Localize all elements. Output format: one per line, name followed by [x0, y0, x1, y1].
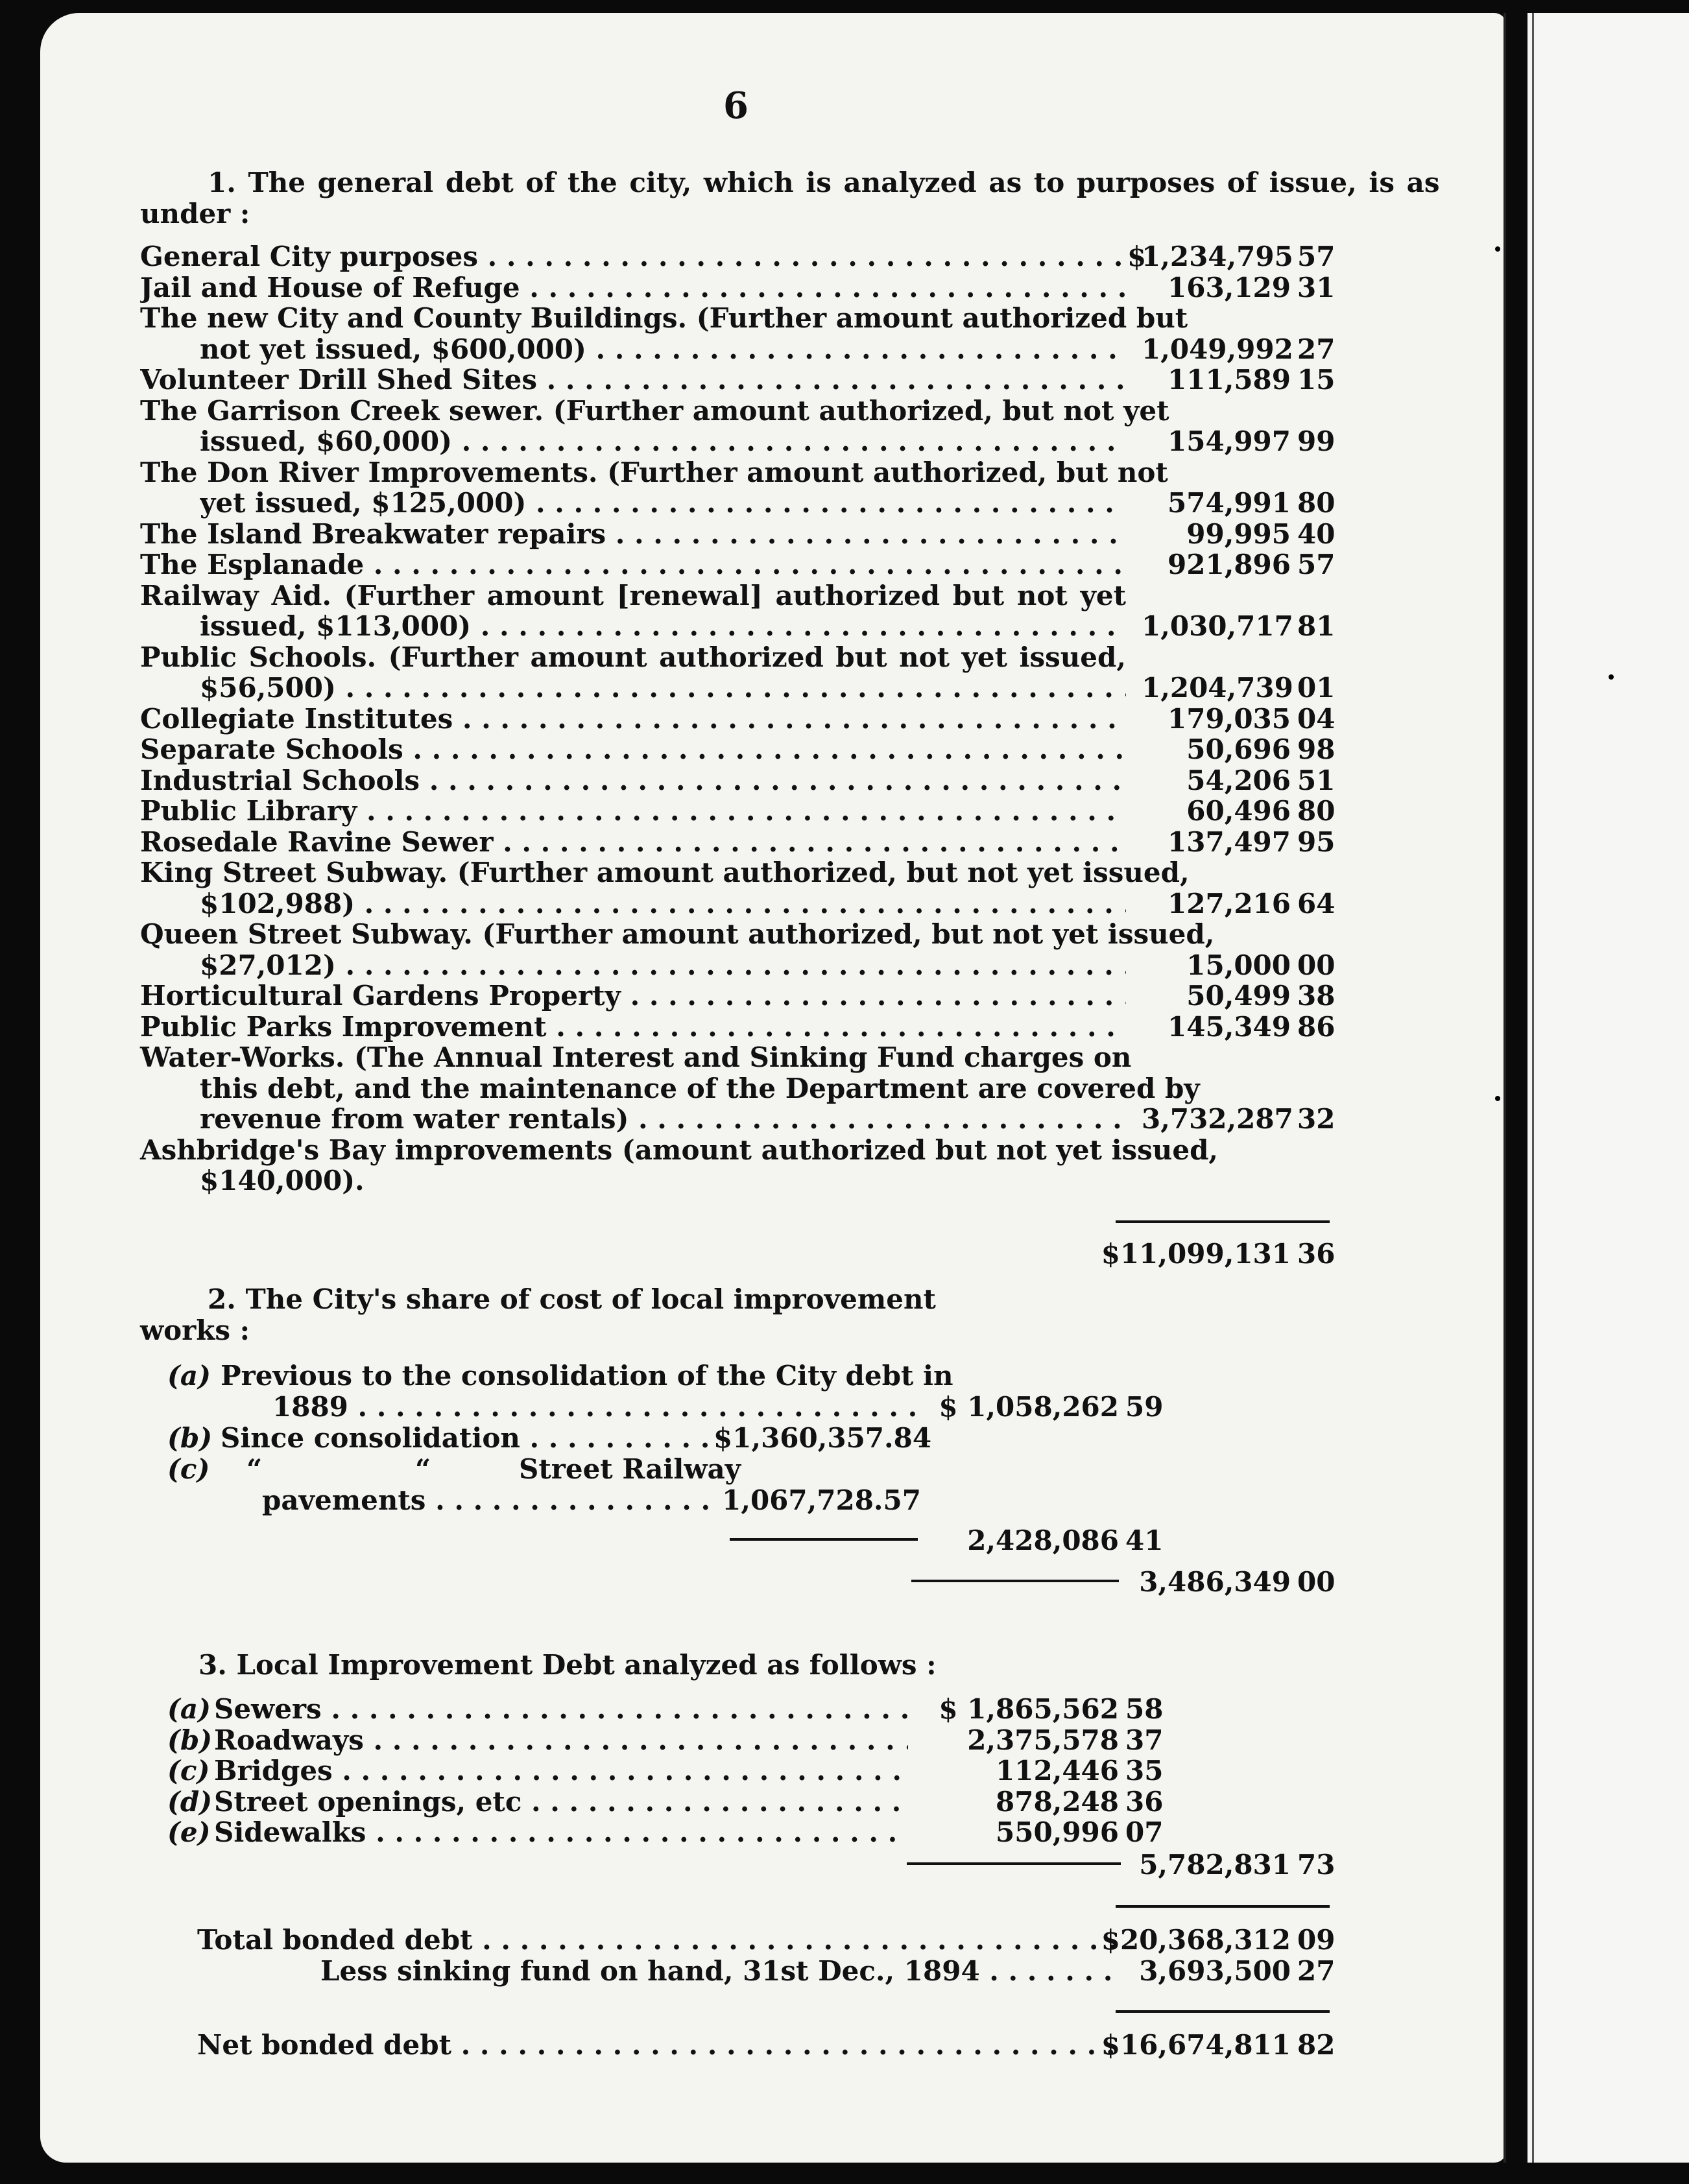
- debt-item-line: Rosedale Ravine Sewer . . .: [140, 827, 1126, 858]
- scan-speck: [1495, 1096, 1500, 1101]
- total-bonded-debt-line: Total bonded debt . . .: [197, 1925, 1118, 1956]
- debt-item-cents: 15: [1297, 364, 1336, 396]
- debt-item-amount: 1,204,739: [1142, 672, 1293, 704]
- debt-item-amount: 145,349: [1168, 1010, 1291, 1043]
- local-improvement-cents: 07: [1125, 1816, 1164, 1848]
- section1-intro-line2: under :: [140, 198, 250, 230]
- section3-total-cents: 73: [1297, 1849, 1336, 1881]
- summary-rule-1: [1116, 1905, 1330, 1908]
- section2-b-label: (b): [167, 1422, 213, 1454]
- debt-item-amount: 111,589: [1168, 364, 1291, 396]
- less-sinking-fund-cents: 27: [1297, 1955, 1336, 1987]
- section2-a-label: (a): [167, 1360, 211, 1392]
- debt-item-amount: 15,000: [1186, 949, 1291, 981]
- debt-item-amount: 137,497: [1168, 825, 1291, 858]
- section2-total-cents: 00: [1297, 1566, 1336, 1598]
- section1-total-rule: [1116, 1220, 1330, 1223]
- section2-a-text: Previous to the consolidation of the City debt in: [221, 1360, 953, 1392]
- section2-c-line: pavements . . .: [262, 1485, 716, 1516]
- section2-b-line: Since consolidation . . .: [221, 1423, 720, 1454]
- debt-item-line: Jail and House of Refuge . . .: [140, 272, 1126, 303]
- section2-c-value: 1,067,728.57: [722, 1484, 921, 1516]
- debt-item-cents: 01: [1297, 672, 1336, 704]
- debt-item-cents: 64: [1297, 887, 1336, 920]
- debt-item-amount: 50,499: [1186, 980, 1291, 1012]
- debt-item-cents: 04: [1297, 702, 1336, 735]
- debt-item-amount: 921,896: [1168, 549, 1291, 580]
- section2-c-text: Street Railway: [519, 1453, 741, 1485]
- debt-item-line: $56,500) . . .: [200, 672, 1126, 704]
- debt-item-line: $102,988) . . .: [200, 888, 1126, 920]
- section2-intro-line1: 2. The City's share of cost of local improvement: [208, 1283, 936, 1315]
- debt-item-cents: 57: [1297, 241, 1336, 272]
- page-fold-line: [1503, 13, 1506, 2163]
- debt-item-line: issued, $60,000) . . .: [200, 426, 1126, 457]
- debt-item-line: Horticultural Gardens Property . . .: [140, 980, 1126, 1012]
- debt-item-line: Industrial Schools . . .: [140, 765, 1126, 796]
- net-bonded-debt-line: Net bonded debt . . .: [197, 2030, 1118, 2061]
- section2-c-ditto2: “: [415, 1453, 431, 1485]
- debt-item-line: not yet issued, $600,000) . . .: [200, 334, 1126, 365]
- local-improvement-cents: 58: [1125, 1693, 1164, 1725]
- net-bonded-debt-amount: $16,674,811: [1101, 2029, 1291, 2061]
- debt-item-cents: 00: [1297, 949, 1336, 981]
- local-improvement-amount: $ 1,865,562: [939, 1693, 1119, 1725]
- adjacent-page-edge: [1532, 13, 1534, 2163]
- debt-item-cents: 98: [1297, 733, 1336, 765]
- local-improvement-amount: 2,375,578: [967, 1724, 1119, 1756]
- debt-item-amount: 574,991: [1168, 487, 1291, 519]
- debt-item-cents: 80: [1297, 487, 1336, 519]
- debt-item-cents: 51: [1297, 764, 1336, 796]
- local-improvement-cents: 37: [1125, 1724, 1164, 1756]
- debt-item-text: Ashbridge's Bay improvements (amount authorized but not yet issued,: [140, 1134, 1219, 1166]
- total-bonded-debt-cents: 09: [1297, 1924, 1336, 1956]
- debt-item-amount: 3,732,287: [1142, 1103, 1293, 1135]
- total-bonded-debt-amount: $20,368,312: [1101, 1924, 1291, 1956]
- scan-speck: [1609, 674, 1614, 680]
- debt-item-line: The Island Breakwater repairs . . .: [140, 519, 1126, 550]
- section3-total-amount: 5,782,831: [1139, 1849, 1291, 1881]
- section2-a-line: 1889 . . .: [272, 1392, 921, 1423]
- section1-intro-line1: 1. The general debt of the city, which is analyzed as to purposes of issue, is as: [208, 167, 1440, 198]
- local-improvement-line: Sidewalks . . .: [214, 1817, 908, 1848]
- section2-c-ditto1: “: [246, 1453, 263, 1485]
- section1-total-amount: $11,099,131: [1101, 1238, 1291, 1270]
- debt-item-amount: 163,129: [1168, 271, 1291, 303]
- local-improvement-label: (a): [167, 1693, 211, 1725]
- debt-item-amount: 1,049,992: [1142, 333, 1293, 365]
- debt-item-amount: 54,206: [1186, 764, 1291, 796]
- local-improvement-line: Street openings, etc . . .: [214, 1786, 908, 1818]
- debt-item-line: Separate Schools . . .: [140, 734, 1126, 765]
- net-bonded-debt-cents: 82: [1297, 2029, 1336, 2061]
- page-number: 6: [723, 84, 749, 127]
- debt-item-cents: 81: [1297, 610, 1336, 642]
- debt-item-amount: 154,997: [1168, 425, 1291, 457]
- debt-item-continuation: this debt, and the maintenance of the Department are covered by: [200, 1072, 1200, 1104]
- local-improvement-label: (b): [167, 1724, 213, 1756]
- local-improvement-label: (e): [167, 1816, 211, 1848]
- local-improvement-line: Bridges . . .: [214, 1755, 908, 1786]
- local-improvement-amount: 112,446: [996, 1755, 1119, 1786]
- debt-item-text: The Don River Improvements. (Further amount authorized, but not: [140, 456, 1168, 488]
- local-improvement-label: (c): [167, 1755, 210, 1786]
- section1-total-cents: 36: [1297, 1238, 1336, 1270]
- debt-item-amount: 127,216: [1168, 887, 1291, 920]
- local-improvement-cents: 36: [1125, 1785, 1164, 1818]
- local-improvement-label: (d): [167, 1785, 213, 1818]
- local-improvement-line: Sewers . . .: [214, 1694, 908, 1725]
- section2-bc-cents: 41: [1125, 1525, 1164, 1556]
- section2-bc-rule: [730, 1538, 918, 1541]
- debt-item-cents: 80: [1297, 795, 1336, 827]
- debt-item-amount: 1,234,795: [1142, 241, 1293, 272]
- local-improvement-line: Roadways . . .: [214, 1725, 908, 1756]
- debt-item-text: The Garrison Creek sewer. (Further amount authorized, but not yet: [140, 394, 1169, 427]
- debt-item-cents: 31: [1297, 271, 1336, 303]
- debt-item-line: Collegiate Institutes . . .: [140, 704, 1126, 735]
- debt-item-cents: 38: [1297, 980, 1336, 1012]
- section2-a-cents: 59: [1125, 1391, 1164, 1423]
- local-improvement-amount: 550,996: [996, 1816, 1119, 1848]
- debt-item-text: The new City and County Buildings. (Further amount authorized but: [140, 302, 1188, 334]
- debt-item-text: Public Schools. (Further amount authorized but not yet issued,: [140, 641, 1126, 673]
- debt-item-line: revenue from water rentals) . . .: [200, 1104, 1126, 1135]
- section2-total-amount: 3,486,349: [1139, 1566, 1291, 1598]
- debt-item-cents: 99: [1297, 425, 1336, 457]
- debt-item-cents: 95: [1297, 825, 1336, 858]
- section2-c-label: (c): [167, 1453, 210, 1485]
- less-sinking-fund-amount: 3,693,500: [1139, 1955, 1291, 1987]
- scan-speck: [1495, 246, 1500, 252]
- local-improvement-cents: 35: [1125, 1755, 1164, 1786]
- debt-item-cents: 27: [1297, 333, 1336, 365]
- debt-item-line: $27,012) . . .: [200, 950, 1126, 981]
- section2-b-value: $1,360,357.84: [713, 1422, 932, 1454]
- section2-a-amount: $ 1,058,262: [939, 1391, 1119, 1423]
- debt-item-amount: 99,995: [1186, 517, 1291, 550]
- summary-rule-2: [1116, 2010, 1330, 2013]
- debt-item-cents: 57: [1297, 549, 1336, 580]
- debt-item-cents: 40: [1297, 517, 1336, 550]
- debt-item-line: Public Library . . .: [140, 796, 1126, 827]
- debt-item-cents: 86: [1297, 1010, 1336, 1043]
- debt-item-amount: 1,030,717: [1142, 610, 1293, 642]
- debt-item-cents: 32: [1297, 1103, 1336, 1135]
- debt-item-text: Queen Street Subway. (Further amount authorized, but not yet issued,: [140, 918, 1215, 950]
- debt-item-text: Water-Works. (The Annual Interest and Sinking Fund charges on: [140, 1041, 1132, 1073]
- debt-item-text: Railway Aid. (Further amount [renewal] authorized but not yet: [140, 579, 1126, 611]
- section3-intro: 3. Local Improvement Debt analyzed as follows :: [198, 1649, 937, 1681]
- debt-item-amount: 50,696: [1186, 733, 1291, 765]
- local-improvement-amount: 878,248: [996, 1785, 1119, 1818]
- adjacent-page-strip: [1527, 13, 1689, 2163]
- section2-bc-amount: 2,428,086: [967, 1525, 1119, 1556]
- debt-item-line: Public Parks Improvement . . .: [140, 1012, 1126, 1043]
- debt-item-amount: 179,035: [1168, 702, 1291, 735]
- less-sinking-fund-line: Less sinking fund on hand, 31st Dec., 1894 . . .: [320, 1956, 1118, 1987]
- dollar-sign: $: [1127, 241, 1147, 272]
- debt-item-text: King Street Subway. (Further amount authorized, but not yet issued,: [140, 857, 1190, 888]
- debt-item-line: yet issued, $125,000) . . .: [200, 488, 1126, 519]
- debt-item-amount: 60,496: [1186, 795, 1291, 827]
- debt-item-line: Volunteer Drill Shed Sites . . .: [140, 364, 1126, 396]
- debt-item-line: $140,000).: [200, 1165, 365, 1196]
- debt-item-line: General City purposes . . .: [140, 241, 1126, 272]
- debt-item-line: The Esplanade . . .: [140, 549, 1126, 580]
- debt-item-line: issued, $113,000) . . .: [200, 611, 1126, 642]
- section2-intro-line2: works :: [140, 1314, 250, 1346]
